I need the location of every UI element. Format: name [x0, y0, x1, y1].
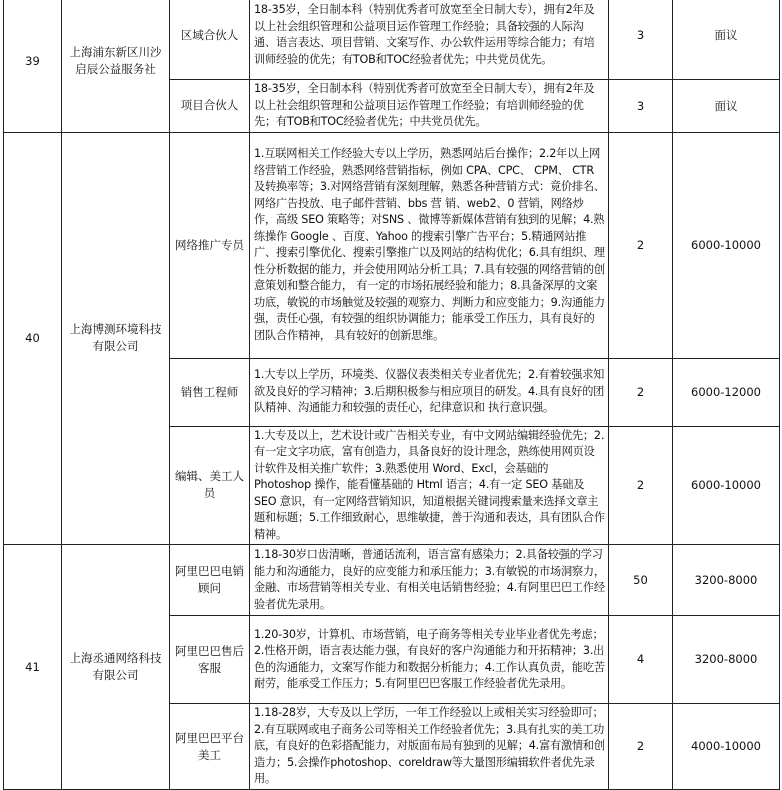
position-requirements: 1.18-28岁，大专及以上学历，一年工作经验以上或相关实习经验即可；2.有互联网或电子商务公司等相关工作经验者优先；3.具有扎实的美工功底，有良好的色彩搭配能力，对版面布局有独到的见解；4.富有激情和创造力；5.会操作photoshop、coreldraw等大量图形编辑软件者优先录用。 [250, 704, 609, 790]
job-listing-table [3, 0, 780, 790]
position-requirements: 18-35岁，全日制本科（特别优秀者可放宽至全日制大专），拥有2年及以上社会组织管理和公益项目运作管理工作经验；具备较强的人际沟通、语言表达、项目营销、文案写作、办公软件运用等综合能力；有培训师经验的优先；有TOB和TOC经验者优先；中共党员优先。 [250, 0, 609, 80]
salary: 6000-10000 [673, 426, 780, 545]
headcount: 3 [609, 80, 673, 133]
row-number: 39 [4, 0, 62, 132]
headcount: 4 [609, 616, 673, 704]
company-name: 上海浦东新区川沙启辰公益服务社 [62, 0, 170, 132]
salary: 4000-10000 [673, 704, 780, 790]
position-title: 阿里巴巴平台美工 [170, 704, 250, 790]
position-requirements: 1.18-30岁口齿清晰，普通话流利，语言富有感染力；2.具备较强的学习能力和沟通能力，良好的应变能力和承压能力；3.有敏锐的市场洞察力，金融、市场营销等相关专业、有相关电话销售经验；4.有阿里巴巴工作经验者优先录用。 [250, 545, 609, 616]
position-requirements: 1.互联网相关工作经验大专以上学历，熟悉网站后台操作；2.2年以上网络营销工作经验，熟悉网络营销指标，例如 CPA、CPC、 CPM、 CTR 及转换率等；3.对网络营销有深刻理解，熟悉各种营销方式：竟价排名、网络广告投放、电子邮件营销、bbs 营 销、web2、0 营销，网络炒作，高级 SEO 策略等；对SNS 、微博等新媒体营销有独到的见解；4.熟练操作 Google 、百度、Yahoo 的搜索引擎广告平台；5.精通网站推广、搜索引擎优化、搜索引擎推广以及网站的结构优化；6.具有组织、理性分析数据的能力，并会使用网站分析工具；7.具有较强的网络营销的创意策划和整合能力， 有一定的市场拓展经验和能力；8.具备深厚的文案功底，敏锐的市场触觉及较强的观察力、判断力和应变能力；9.沟通能力强，责任心强，有较强的组织协调能力；能承受工作压力，具有良好的团队合作精神， 具有较好的创新思维。 [250, 132, 609, 358]
position-title: 编辑、美工人员 [170, 426, 250, 545]
headcount: 2 [609, 704, 673, 790]
position-title: 区域合伙人 [170, 0, 250, 80]
position-requirements: 18-35岁，全日制本科（特别优秀者可放宽至全日制大专），拥有2年及以上社会组织管理和公益项目运作管理工作经验；有培训师经验的优先；有TOB和TOC经验者优先；中共党员优先。 [250, 80, 609, 133]
position-requirements: 1.大专及以上，艺术设计或广告相关专业，有中文网站编辑经验优先；2.有一定文字功底，富有创造力，具备良好的设计理念，熟练使用网页设计软件及相关推广软件；3.熟悉使用 Word、Excl，会基础的 Photoshop 操作，能看懂基础的 Html 语言；4.有一定 SEO 基础及 SEO 意识，有一定网络营销知识，知道根据关键词搜索量来选择文章主题和标题；5.工作细致耐心，思维敏捷，善于沟通和表达，具有团队合作精神。 [250, 426, 609, 545]
headcount: 2 [609, 358, 673, 426]
salary: 3200-8000 [673, 616, 780, 704]
position-requirements: 1.大专以上学历，环境类、仪器仪表类相关专业者优先；2.有着较强求知欲及良好的学习精神；3.后期积极参与相应项目的研发。4.具有良好的团队精神、沟通能力和较强的责任心，纪律意识和 执行意识强。 [250, 358, 609, 426]
salary: 3200-8000 [673, 545, 780, 616]
position-title: 项目合伙人 [170, 80, 250, 133]
table-row [4, 545, 780, 616]
headcount: 50 [609, 545, 673, 616]
headcount: 2 [609, 426, 673, 545]
headcount: 2 [609, 132, 673, 358]
position-title: 销售工程师 [170, 358, 250, 426]
row-number: 41 [4, 545, 62, 790]
row-number: 40 [4, 132, 62, 545]
salary: 面议 [673, 80, 780, 133]
position-title: 阿里巴巴电销顾问 [170, 545, 250, 616]
position-requirements: 1.20-30岁，计算机、市场营销，电子商务等相关专业毕业者优先考虑；2.性格开朗，语言表达能力强，有良好的客户沟通能力和开拓精神；3.出色的沟通能力，文案写作能力和数据分析能力；4.工作认真负责，能吃苦耐劳，能承受工作压力；5.有阿里巴巴客服工作经验者优先录用。 [250, 616, 609, 704]
headcount: 3 [609, 0, 673, 80]
salary: 6000-12000 [673, 358, 780, 426]
salary: 6000-10000 [673, 132, 780, 358]
position-title: 网络推广专员 [170, 132, 250, 358]
company-name: 上海博测环境科技有限公司 [62, 132, 170, 545]
table-row [4, 132, 780, 358]
position-title: 阿里巴巴售后客服 [170, 616, 250, 704]
company-name: 上海丞通网络科技有限公司 [62, 545, 170, 790]
salary: 面议 [673, 0, 780, 80]
table-row [4, 0, 780, 80]
